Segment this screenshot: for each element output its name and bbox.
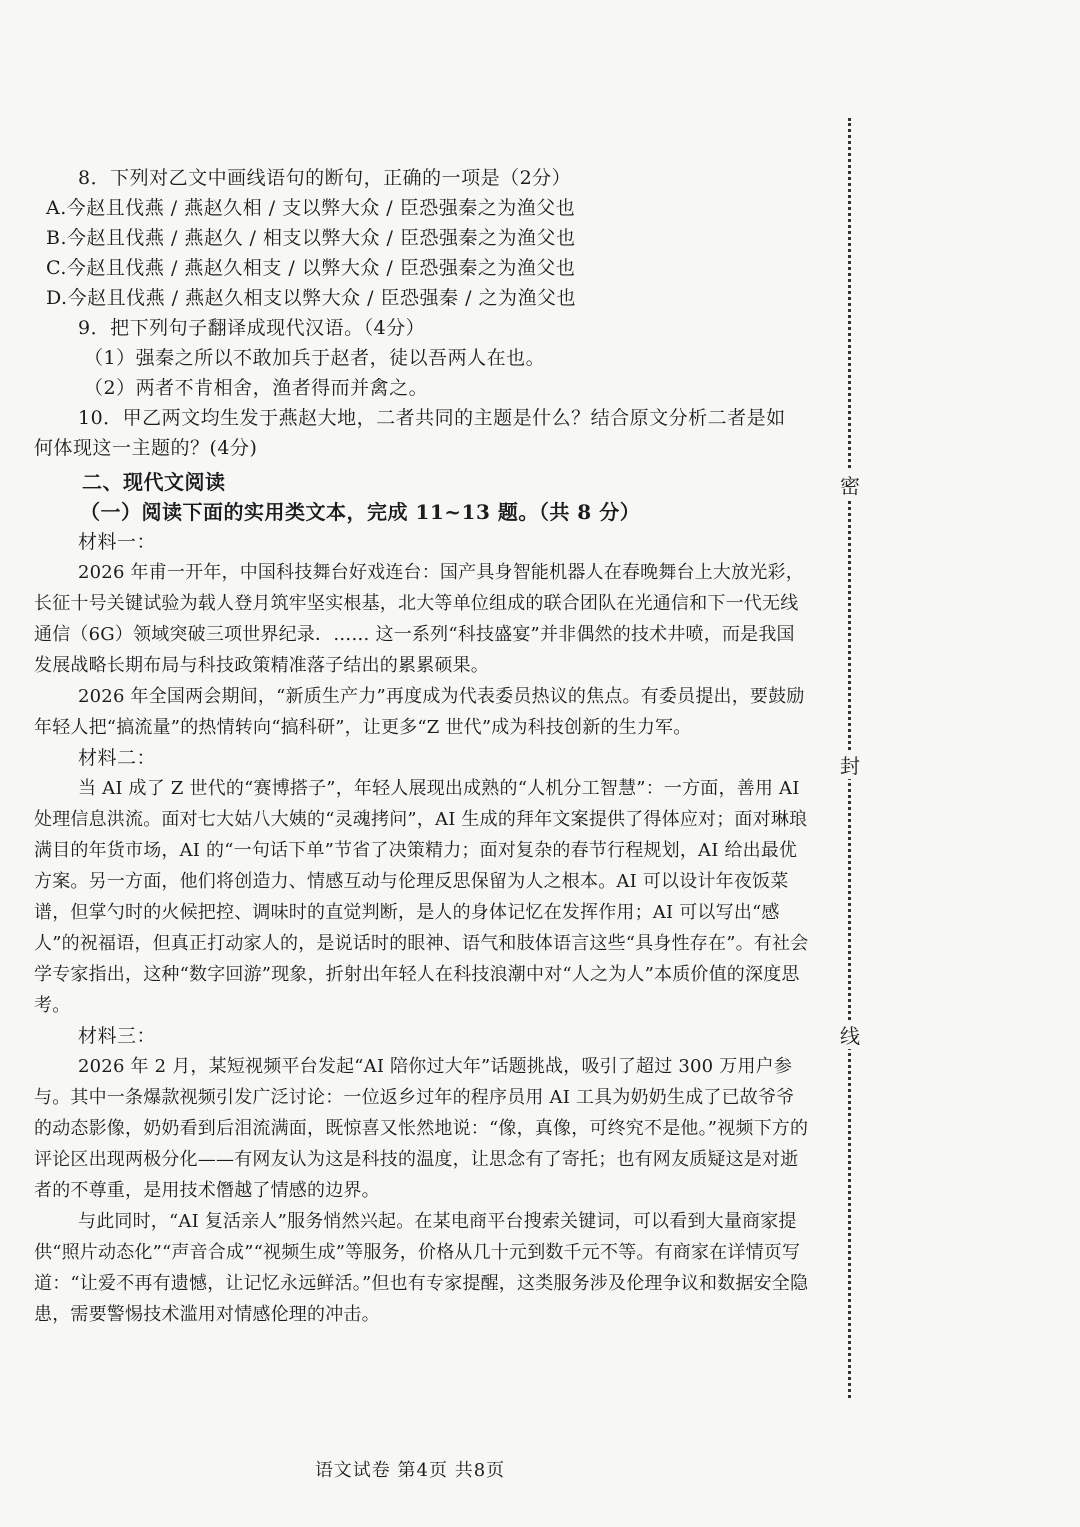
material-3-label: 材料三： xyxy=(78,1025,157,1047)
material-3-paragraph: 2026 年 2 月，某短视频平台发起“AI 陪你过大年”话题挑战，吸引了超过 300 万用户参与。其中一条爆款视频引发广泛讨论：一位返乡过年的程序员用 AI 工具为奶奶生成了已故爷爷的动态影像，奶奶看到后泪流满面，既惊喜又怅然地说：“像，真像，可终究不是他。”视频下方的评论区出现两极分化——有网友认为这是科技的温度，让思念有了寄托；也有网友质疑这是对逝者的不尊重，是用技术僭越了情感的边界。 xyxy=(34,1056,809,1201)
q8-option-c: C.今赵且伐燕 / 燕赵久相支 / 以弊大众 / 臣恐强秦之为渔父也 xyxy=(46,257,576,279)
material-2-label: 材料二： xyxy=(78,747,157,769)
section-title: 二、现代文阅读 xyxy=(82,470,226,494)
material-2-paragraph: 当 AI 成了 Z 世代的“赛博搭子”，年轻人展现出成熟的“人机分工智慧”：一方面，善用 AI 处理信息洪流。面对七大姑八大姨的“灵魂拷问”，AI 生成的拜年文案提供了得体应对；面对琳琅满目的年货市场，AI 的“一句话下单”节省了决策精力；面对复杂的春节行程规划，AI 给出最优方案。另一方面，他们将创造力、情感互动与伦理反思保留为人之根本。AI 可以设计年夜饭菜谱，但掌勺时的火候把控、调味时的直觉判断，是人的身体记忆在发挥作用；AI 可以写出“感人”的祝福语，但真正打动家人的，是说话时的眼神、语气和肢体语言这些“具身性存在”。有社会学专家指出，这种“数字回游”现象，折射出年轻人在科技浪潮中对“人之为人”本质价值的深度思考。 xyxy=(34,778,809,1016)
material-1-paragraph: 2026 年甫一开年，中国科技舞台好戏连台：国产具身智能机器人在春晚舞台上大放光彩，长征十号关键试验为载人登月筑牢坚实根基，北大等单位组成的联合团队在光通信和下一代无线通信（6G）领域突破三项世界纪录．…… 这一系列“科技盛宴”并非偶然的技术井喷，而是我国发展战略长期布局与科技政策精准落子结出的累累硕果。 xyxy=(34,562,804,676)
material-3-paragraph: 与此同时，“AI 复活亲人”服务悄然兴起。在某电商平台搜索关键词，可以看到大量商家提供“照片动态化”“声音合成”“视频生成”等服务，价格从几十元到数千元不等。有商家在详情页写道：“让爱不再有遗憾，让记忆永远鲜活。”但也有专家提醒，这类服务涉及伦理争议和数据安全隐患，需要警惕技术滥用对情感伦理的冲击。 xyxy=(34,1211,809,1325)
page-number: 语文试卷 第4页 共8页 xyxy=(314,1460,506,1481)
q10-line-2: 何体现这一主题的？(4分) xyxy=(34,437,258,459)
page-content xyxy=(34,163,809,1330)
q8-option-a: A.今赵且伐燕 / 燕赵久相 / 支以弊大众 / 臣恐强秦之为渔父也 xyxy=(46,197,576,219)
subsection-title: （一）阅读下面的实用类文本，完成 11~13 题。（共 8 分） xyxy=(80,500,641,524)
material-1-paragraph: 2026 年全国两会期间，“新质生产力”再度成为代表委员热议的焦点。有委员提出，要鼓励年轻人把“搞流量”的热情转向“搞科研”，让更多“Z 世代”成为科技创新的生力军。 xyxy=(34,686,805,738)
q8-option-d: D.今赵且伐燕 / 燕赵久相支以弊大众 / 臣恐强秦 / 之为渔父也 xyxy=(46,287,577,309)
q9-item-1: （1）强秦之所以不敢加兵于赵者，徒以吾两人在也。 xyxy=(84,347,546,369)
binding-line xyxy=(842,118,858,1398)
binding-mark-feng: 封 xyxy=(836,750,864,779)
binding-mark-xian: 线 xyxy=(836,1020,864,1049)
binding-mark-mi: 密 xyxy=(836,470,864,499)
q8-option-b: B.今赵且伐燕 / 燕赵久 / 相支以弊大众 / 臣恐强秦之为渔父也 xyxy=(46,227,576,249)
q10-line-1: 10．甲乙两文均生发于燕赵大地，二者共同的主题是什么？结合原文分析二者是如 xyxy=(78,407,786,429)
q9-stem: 9．把下列句子翻译成现代汉语。（4分） xyxy=(78,317,426,339)
material-1-label: 材料一： xyxy=(78,531,157,553)
page-footer xyxy=(0,1456,1080,1482)
q8-stem: 8．下列对乙文中画线语句的断句，正确的一项是（2分） xyxy=(78,167,572,189)
q9-item-2: （2）两者不肯相舍，渔者得而并禽之。 xyxy=(84,377,429,399)
